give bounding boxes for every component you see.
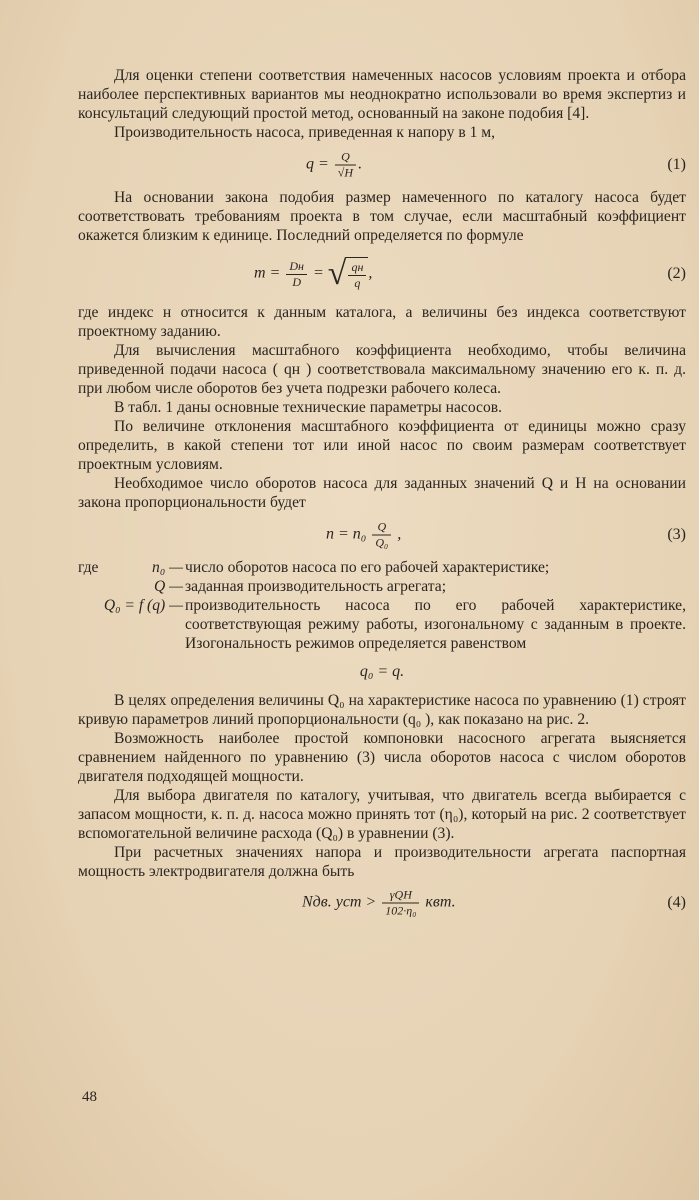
- paragraph-8: Необходимое число оборотов насоса для заданных значений Q и H на основании закона пропорциональности будет: [78, 475, 686, 511]
- page-number: 48: [82, 1089, 97, 1105]
- square-root-icon: √: [327, 255, 347, 292]
- definition-row: Q₀ = f (q) — производительность насоса по его рабочей характеристике, соответствующая режиму работы, изогональному с заданным в проекте. Изогональность режимов определяется равенством: [103, 597, 686, 652]
- paragraph-4: где индекс н относится к данным каталога, а величины без индекса соответствуют проектному заданию.: [78, 304, 686, 340]
- definition-row: Q — заданная производительность агрегата;: [153, 578, 447, 595]
- fraction: $\frac{Q}{\text{Q₀}}$: [372, 520, 391, 551]
- paragraph-11: Для выбора двигателя по каталогу, учитывая, что двигатель всегда выбирается с запасом мощности, к. п. д. насоса можно принять тот (η₀), который на рис. 2 соответствует вспомогательной величине расхода (Q₀) в уравнении (3).: [78, 787, 686, 842]
- paragraph-3: На основании закона подобия размер намеченного по каталогу насоса будет соответствовать требованиям проекта в том случае, если масштабный коэффициент окажется близким к единице. Последний определяется по формуле: [78, 189, 686, 244]
- equation-number: (2): [667, 265, 686, 282]
- fraction: $\frac{Q}{√H}$: [335, 150, 356, 181]
- fraction: $\frac{\text{γQH}}{\text{102·η₀}}$: [382, 888, 419, 919]
- paragraph-10: Возможность наиболее простой компоновки насосного агрегата выясняется сравнением найденного по уравнению (3) числа оборотов насоса с числом оборотов двигателя подходящей мощности.: [78, 730, 686, 785]
- page-text: [78, 66, 686, 925]
- formula-1: q = $\frac{Q}{√H}$ . (1): [306, 149, 686, 180]
- definition-row: n₀ — число оборотов насоса по его рабочей характеристике;: [152, 559, 550, 576]
- equation-number: (1): [667, 156, 686, 173]
- paragraph-12: При расчетных значениях напора и производительности агрегата паспортная мощность электродвигателя должна быть: [78, 844, 686, 880]
- variable-definitions: [78, 558, 686, 653]
- formula-4: Nдв. уст > $\frac{\text{γQH}}{\text{102·η₀}}$ квт. (4): [302, 887, 686, 918]
- radicand: $\frac{qн}{q}$: [346, 257, 368, 291]
- paragraph-9: В целях определения величины Q₀ на характеристике насоса по уравнению (1) строят кривую параметров линий пропорциональности (q₀ ), как показано на рис. 2.: [78, 692, 686, 728]
- paragraph-1: Для оценки степени соответствия намеченных насосов условиям проекта и отбора наиболее перспективных вариантов мы неоднократно использовали во время экспертиз и консультаций следующий простой метод, основанный на законе подобия [4].: [78, 67, 686, 122]
- formula-2: m = $\frac{Dн}{D}$ = √ $\frac{qн}{q}$ , (2): [254, 255, 686, 292]
- equation-number: (4): [667, 894, 686, 911]
- definitions-lead: где: [78, 559, 99, 576]
- paragraph-7: По величине отклонения масштабного коэффициента от единицы можно сразу определить, в какой степени тот или иной насос по своим размерам соответствует проектным условиям.: [78, 418, 686, 473]
- paragraph-2: Производительность насоса, приведенная к напору в 1 м,: [114, 124, 496, 141]
- equality-q0: q₀ = q.: [359, 663, 405, 680]
- paragraph-5: Для вычисления масштабного коэффициента необходимо, чтобы величина приведенной подачи насоса ( qн ) соответствовала максимальному значению его к. п. д. при любом числе оборотов без учета подрезки рабочего колеса.: [78, 342, 686, 397]
- paragraph-6: В табл. 1 даны основные технические параметры насосов.: [114, 399, 503, 416]
- equation-number: (3): [667, 526, 686, 543]
- formula-3: n = n₀ $\frac{Q}{\text{Q₀}}$ , (3): [326, 519, 686, 550]
- fraction: $\frac{Dн}{D}$: [286, 259, 307, 290]
